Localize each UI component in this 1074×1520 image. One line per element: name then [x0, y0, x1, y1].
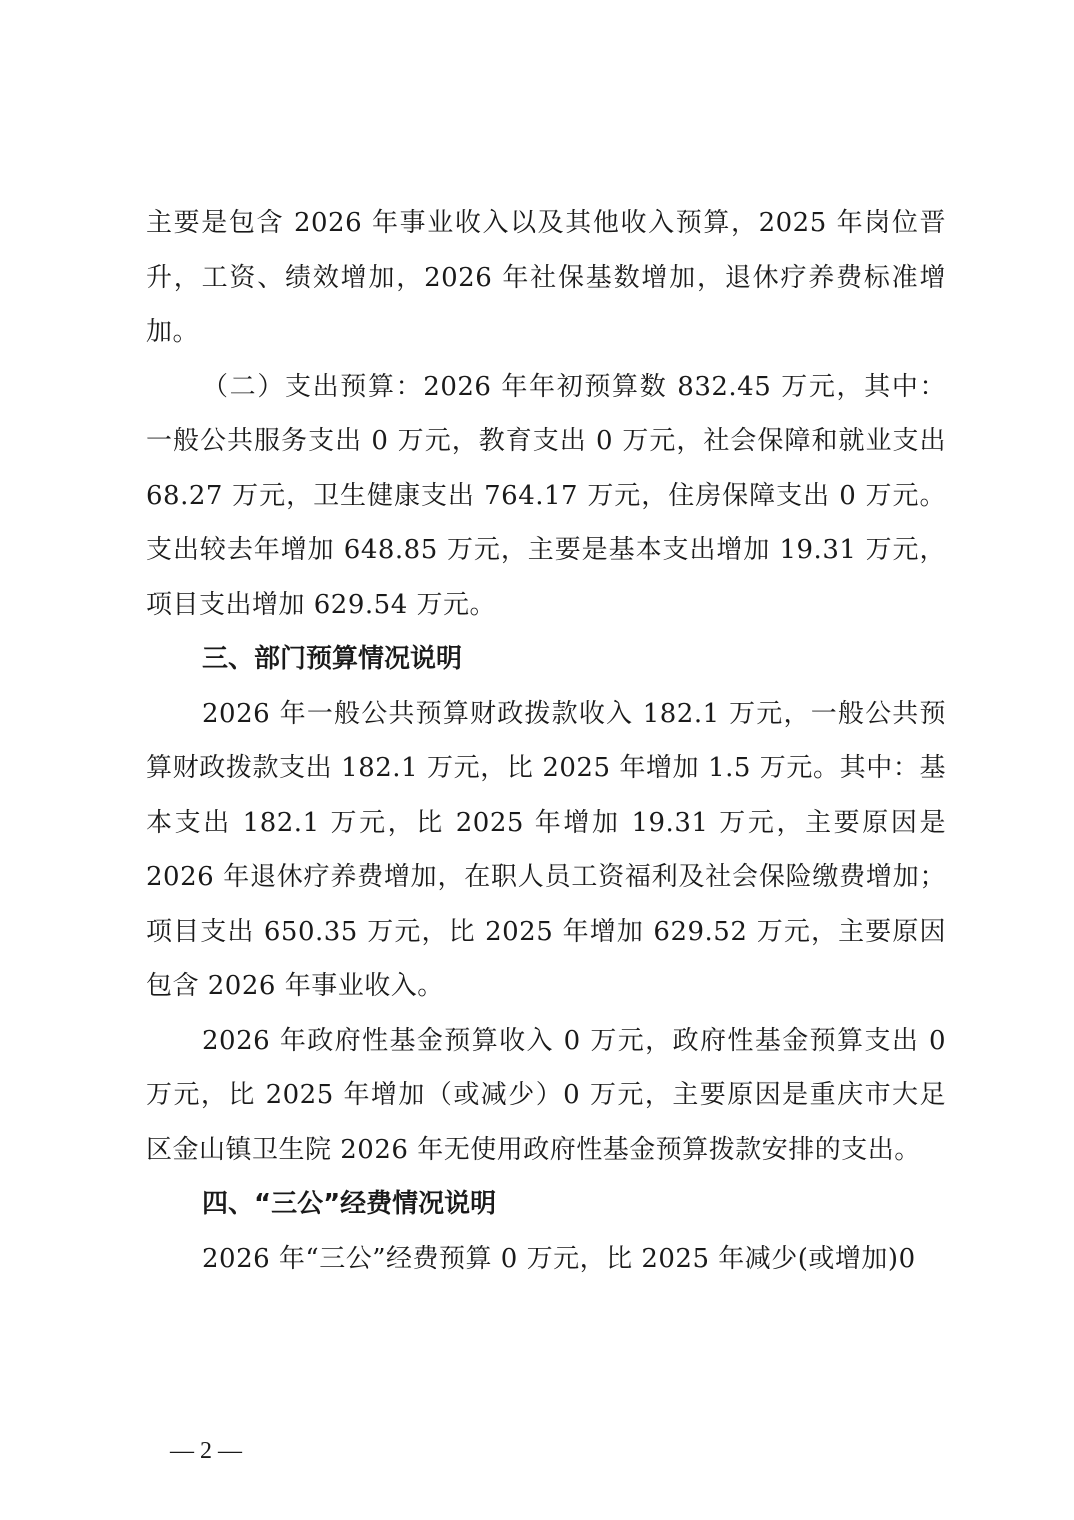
document-body [146, 196, 946, 1286]
paragraph-three-public-expenses: 2026 年“三公”经费预算 0 万元，比 2025 年减少(或增加)0 [202, 1243, 916, 1274]
paragraph-income-reasons: 主要是包含 2026 年事业收入以及其他收入预算，2025 年岗位晋升，工资、绩效增加，2026 年社保基数增加，退休疗养费标准增加。 [146, 208, 946, 347]
paragraph-expenditure-budget: （二）支出预算：2026 年年初预算数 832.45 万元，其中：一般公共服务支出 0 万元，教育支出 0 万元，社会保障和就业支出 68.27 万元，卫生健康支出 764.17 万元，住房保障支出 0 万元。支出较去年增加 648.85 万元，主要是基本支出增加 19.31 万元，项目支出增加 629.54 万元。 [146, 371, 946, 620]
section-heading-three-public-expenses: 四、“三公”经费情况说明 [202, 1189, 497, 1219]
paragraph-government-fund-budget: 2026 年政府性基金预算收入 0 万元，政府性基金预算支出 0 万元，比 2025 年增加（或减少）0 万元，主要原因是重庆市大足区金山镇卫生院 2026 年无使用政府性基金预算拨款安排的支出。 [146, 1025, 946, 1165]
paragraph-general-public-budget: 2026 年一般公共预算财政拨款收入 182.1 万元，一般公共预算财政拨款支出 182.1 万元，比 2025 年增加 1.5 万元。其中：基本支出 182.1 万元，比 2025 年增加 19.31 万元，主要原因是 2026 年退休疗养费增加，在职人员工资福利及社会保险缴费增加；项目支出 650.35 万元，比 2025 年增加 629.52 万元，主要原因包含 2026 年事业收入。 [146, 698, 946, 1001]
page-number: — 2 — [170, 1438, 242, 1464]
section-heading-department-budget: 三、部门预算情况说明 [202, 644, 463, 674]
